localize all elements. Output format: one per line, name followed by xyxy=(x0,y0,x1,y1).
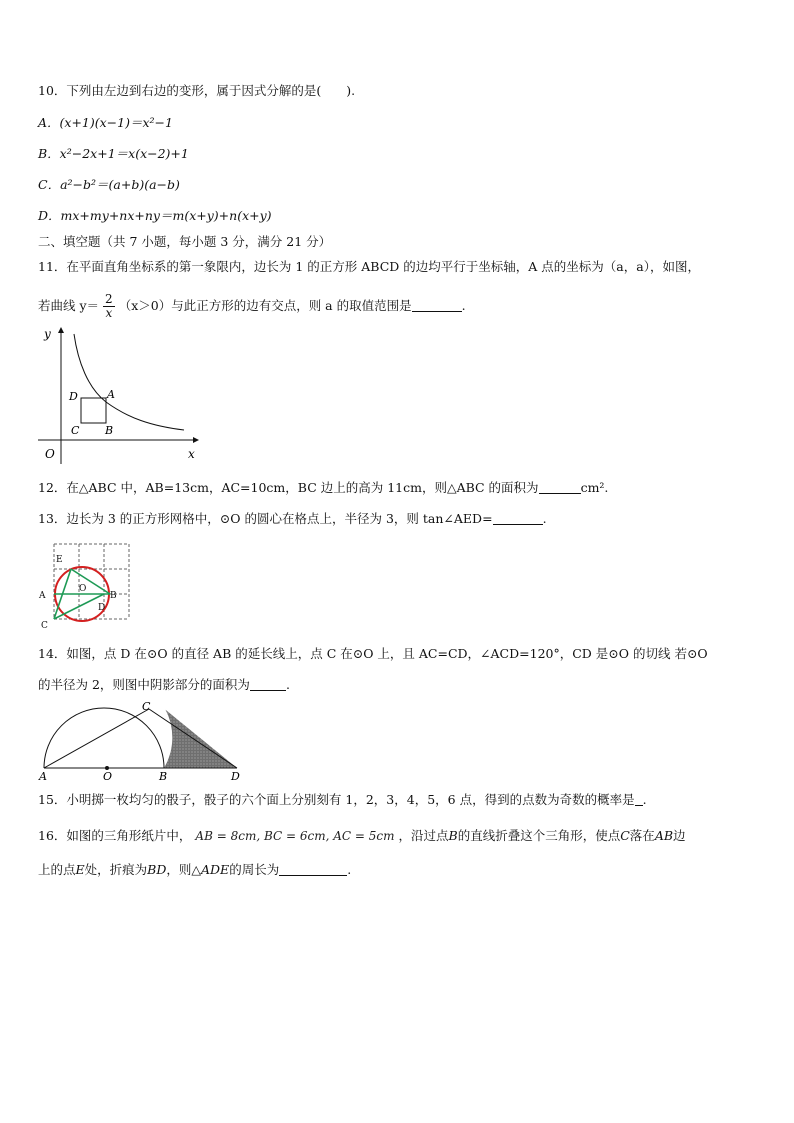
q11-line2-post: （x＞0）与此正方形的边有交点，则 a 的取值范围是 xyxy=(118,298,412,313)
q11-frac-den: x xyxy=(105,306,113,320)
q10-option-c: C．a²−b²＝(a+b)(a−b) xyxy=(38,177,180,192)
q16-point-b: B xyxy=(448,828,458,843)
q11-label-x: x xyxy=(188,447,195,461)
q13-answer-blank xyxy=(493,512,543,525)
q16-line1-post3: 落在 xyxy=(629,828,655,843)
q12-text: 12．在△ABC 中，AB=13cm，AC=10cm，BC 边上的高为 11cm，则△ABC 的面积为 xyxy=(38,480,539,495)
q12-unit: cm². xyxy=(580,480,609,495)
q12 xyxy=(38,480,608,496)
q16-line2 xyxy=(38,862,351,878)
q14-line1: 14．如图，点 D 在⊙O 的直径 AB 的延长线上，点 C 在⊙O 上，且 AC=CD，∠ACD=120°，CD 是⊙O 的切线 若⊙O xyxy=(38,646,708,661)
q12-answer-blank xyxy=(539,481,581,494)
q16-line2-post: 的周长为 xyxy=(229,862,280,877)
q15-end: . xyxy=(642,792,647,807)
q16-line1-post4: 边 xyxy=(673,828,686,843)
q11-figure xyxy=(36,322,206,464)
q10-option-a: A．(x+1)(x−1)＝x²−1 xyxy=(38,115,173,130)
q14-label-c: C xyxy=(142,700,151,713)
q16-seg-bd: BD xyxy=(147,862,167,877)
q16-line2-mid: 处，折痕为 xyxy=(84,862,148,877)
q11-label-d: D xyxy=(69,390,78,403)
q16-line2-pre: 上的点 xyxy=(38,862,76,877)
q10-option-b: B．x²−2x+1＝x(x−2)+1 xyxy=(38,146,189,161)
q16-point-c: C xyxy=(620,828,630,843)
q11-line2-end: . xyxy=(461,298,466,313)
q11-curve xyxy=(74,334,184,430)
q16-line1-post2: 的直线折叠这个三角形，使点 xyxy=(457,828,621,843)
q16-line2-end: . xyxy=(347,862,352,877)
q15-answer-blank xyxy=(635,793,643,806)
q11-line1: 11．在平面直角坐标系的第一象限内，边长为 1 的正方形 ABCD 的边均平行于坐标轴，A 点的坐标为（a，a），如图， xyxy=(38,259,700,274)
q13-label-a: A xyxy=(39,591,46,601)
q13-label-c: C xyxy=(41,621,48,631)
q10-stem: 10．下列由左边到右边的变形，属于因式分解的是( ). xyxy=(38,83,356,98)
q13 xyxy=(38,511,547,527)
q13-text: 13．边长为 3 的正方形网格中，⊙O 的圆心在格点上，半径为 3，则 tan∠AED= xyxy=(38,511,493,526)
q16-line1-post: ，沿过点 xyxy=(398,828,449,843)
q13-label-b: B xyxy=(110,591,117,601)
q16-answer-blank xyxy=(279,863,347,876)
q11-label-c: C xyxy=(71,424,80,437)
q11-fraction xyxy=(103,293,115,320)
q11-label-o: O xyxy=(45,447,55,461)
q13-figure xyxy=(38,540,134,632)
q14-semicircle xyxy=(44,708,164,768)
q16-seg-ab: AB xyxy=(654,828,674,843)
q16-line1 xyxy=(38,828,686,844)
q16-line2-mid2: ，则 xyxy=(166,862,192,877)
q13-end: . xyxy=(542,511,547,526)
q11-frac-num: 2 xyxy=(105,292,113,306)
q14-chord-ac xyxy=(44,709,149,768)
q14-label-b: B xyxy=(159,770,168,782)
q14-answer-blank xyxy=(250,678,286,691)
q16-line1-pre: 16．如图的三角形纸片中， xyxy=(38,828,192,843)
q14-line2-end: . xyxy=(285,677,290,692)
q13-label-e: E xyxy=(56,555,63,565)
q15-text: 15．小明掷一枚均匀的骰子，骰子的六个面上分别刻有 1，2，3，4，5，6 点，得到的点数为奇数的概率是 xyxy=(38,792,635,807)
q11-line2-pre: 若曲线 y＝ xyxy=(38,298,100,313)
q16-triangle-ade: △ADE xyxy=(191,862,230,877)
q16-math-lengths: AB = 8cm, BC = 6cm, AC = 5cm xyxy=(195,829,395,843)
q14-shaded-region xyxy=(164,710,237,768)
q14-label-d: D xyxy=(231,770,240,782)
q11-line2 xyxy=(38,290,466,322)
q13-label-o: O xyxy=(79,584,87,594)
q14-line2 xyxy=(38,677,290,693)
q14-label-o: O xyxy=(103,770,113,782)
q15 xyxy=(38,792,647,808)
q11-square xyxy=(81,398,106,423)
q10-option-d: D．mx+my+nx+ny＝m(x+y)+n(x+y) xyxy=(38,208,272,223)
q11-answer-blank xyxy=(412,299,462,312)
q14-line2-text: 的半径为 2，则图中阴影部分的面积为 xyxy=(38,677,250,692)
q14-figure xyxy=(38,700,244,782)
q14-label-a: A xyxy=(39,770,47,782)
section-heading: 二、填空题（共 7 小题，每小题 3 分，满分 21 分） xyxy=(38,234,332,249)
q11-label-a: A xyxy=(107,388,115,401)
q11-label-y: y xyxy=(44,327,51,341)
q13-label-d: D xyxy=(98,603,106,613)
q11-label-b: B xyxy=(105,424,114,437)
q16-point-e: E xyxy=(75,862,85,877)
